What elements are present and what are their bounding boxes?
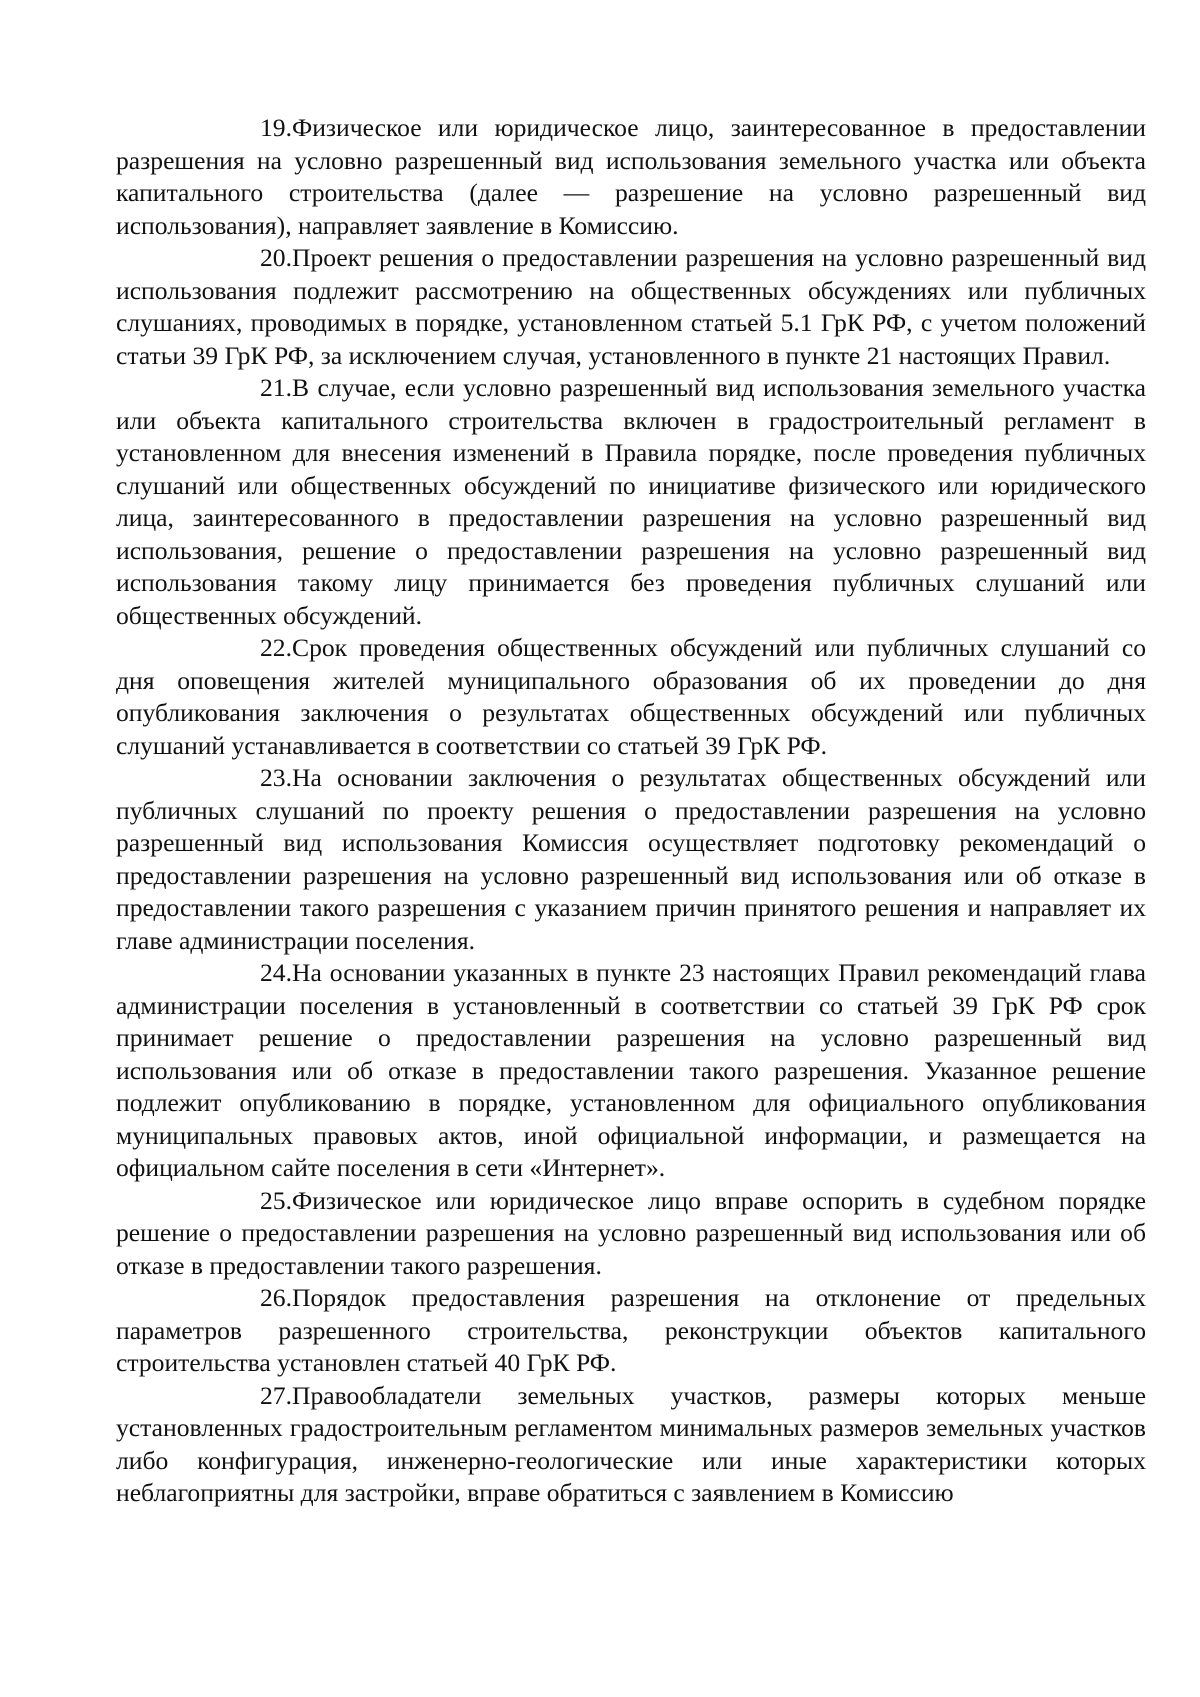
- paragraph-24: [116, 957, 1146, 1185]
- paragraph-text: Порядок предоставления разрешения на отклонение от предельных параметров разрешенного строительства, реконструкции объектов капитального строительства установлен статьей 40 ГрК РФ.: [116, 1283, 1146, 1377]
- paragraph-text: На основании указанных в пункте 23 настоящих Правил рекомендаций глава администрации поселения в установленный в соответствии со статьей 39 ГрК РФ срок принимает решение о предоставлении разрешения на условно разрешенный вид использования или об отказе в предоставлении такого разрешения. Указанное решение подлежит опубликованию в порядке, установленном для официального опубликования муниципальных правовых актов, иной официальной информации, и размещается на официальном сайте поселения в сети «Интернет».: [116, 958, 1146, 1182]
- paragraph-number: 20.: [260, 243, 292, 272]
- paragraph-text: Правообладатели земельных участков, размеры которых меньше установленных градостроительным регламентом минимальных размеров земельных участков либо конфигурация, инженерно-геологические или иные характеристики которых неблагоприятны для застройки, вправе обратиться с заявлением в Комиссию: [116, 1380, 1146, 1507]
- paragraph-number: 27.: [260, 1380, 292, 1410]
- paragraph-22: [116, 632, 1146, 762]
- paragraph-number: 19.: [260, 113, 292, 142]
- paragraph-27: [116, 1380, 1146, 1510]
- paragraph-23: [116, 762, 1146, 957]
- paragraph-19: [116, 112, 1146, 242]
- paragraph-text: В случае, если условно разрешенный вид использования земельного участка или объекта капитального строительства включен в градостроительный регламент в установленном для внесения изменений в Правила порядке, после проведения публичных слушаний или общественных обсуждений по инициативе физического или юридического лица, заинтересованного в предоставлении разрешения на условно разрешенный вид использования, решение о предоставлении разрешения на условно разрешенный вид использования такому лицу принимается без проведения публичных слушаний или общественных обсуждений.: [116, 373, 1146, 630]
- paragraph-21: [116, 372, 1146, 632]
- paragraph-number: 24.: [260, 958, 292, 987]
- paragraph-number: 25.: [260, 1185, 292, 1215]
- paragraph-20: [116, 242, 1146, 372]
- paragraph-25: [116, 1185, 1146, 1283]
- paragraph-text: Физическое или юридическое лицо вправе оспорить в судебном порядке решение о предоставлении разрешения на условно разрешенный вид использования или об отказе в предоставлении такого разрешения.: [116, 1185, 1146, 1280]
- paragraph-number: 21.: [260, 373, 292, 402]
- paragraph-text: Срок проведения общественных обсуждений или публичных слушаний со дня оповещения жителей муниципального образования об их проведении до дня опубликования заключения о результатах общественных обсуждений или публичных слушаний устанавливается в соответствии со статьей 39 ГрК РФ.: [116, 633, 1146, 760]
- paragraph-number: 26.: [260, 1283, 292, 1312]
- paragraph-text: На основании заключения о результатах общественных обсуждений или публичных слушаний по проекту решения о предоставлении разрешения на условно разрешенный вид использования Комиссия осуществляет подготовку рекомендаций о предоставлении разрешения на условно разрешенный вид использования или об отказе в предоставлении такого разрешения с указанием причин принятого решения и направляет их главе администрации поселения.: [116, 763, 1146, 955]
- paragraph-text: Физическое или юридическое лицо, заинтересованное в предоставлении разрешения на условно разрешенный вид использования земельного участка или объекта капитального строительства (далее — разрешение на условно разрешенный вид использования), направляет заявление в Комиссию.: [116, 113, 1146, 240]
- paragraph-number: 23.: [260, 763, 292, 792]
- paragraph-number: 22.: [260, 633, 292, 662]
- paragraph-text: Проект решения о предоставлении разрешения на условно разрешенный вид использования подлежит рассмотрению на общественных обсуждениях или публичных слушаниях, проводимых в порядке, установленном статьей 5.1 ГрК РФ, с учетом положений статьи 39 ГрК РФ, за исключением случая, установленного в пункте 21 настоящих Правил.: [116, 243, 1146, 370]
- document-body: [116, 112, 1146, 1510]
- paragraph-26: [116, 1282, 1146, 1380]
